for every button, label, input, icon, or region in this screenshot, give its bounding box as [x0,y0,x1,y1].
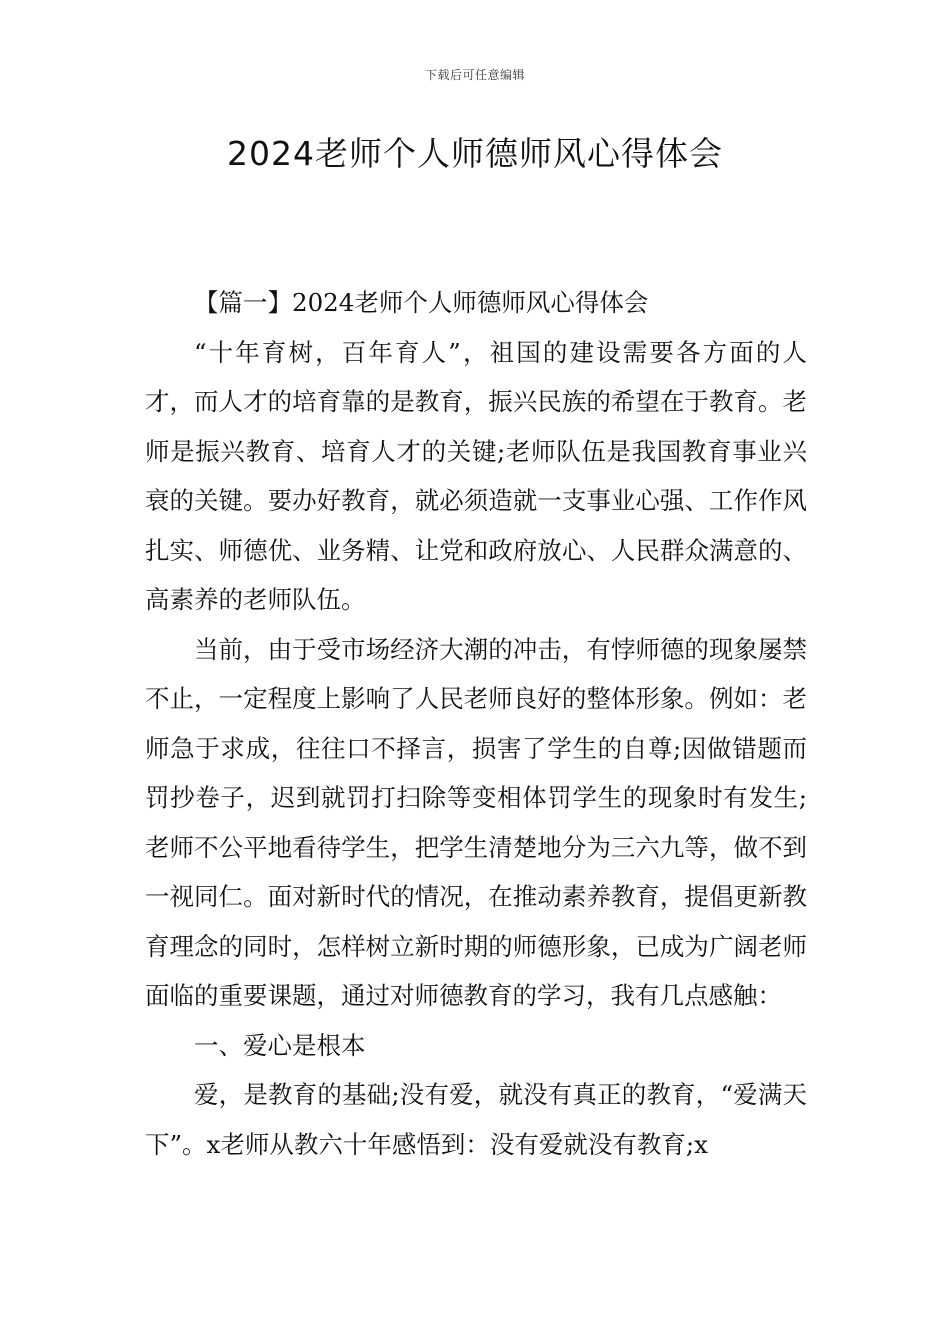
paragraph: “十年育树，百年育人”，祖国的建设需要各方面的人才，而人才的培育靠的是教育，振兴民族的希望在于教育。老师是振兴教育、培育人才的关键;老师队伍是我国教育事业兴衰的关键。要办好教育，就必须造就一支事业心强、工作作风扎实、师德优、业务精、让党和政府放心、人民群众满意的、高素养的老师队伍。 [145,337,807,614]
paragraph: 当前，由于受市场经济大潮的冲击，有悖师德的现象屡禁不止，一定程度上影响了人民老师良好的整体形象。例如：老师急于求成，往往口不择言，损害了学生的自尊;因做错题而罚抄卷子，迟到就罚打扫除等变相体罚学生的现象时有发生;老师不公平地看待学生，把学生清楚地分为三六九等，做不到一视同仁。面对新时代的情况，在推动素养教育，提倡更新教育理念的同时，怎样树立新时期的师德形象，已成为广阔老师面临的重要课题，通过对师德教育的学习，我有几点感触： [145,634,807,1010]
subsection-heading: 一、爱心是根本 [194,1030,366,1060]
section-heading-part-one: 【篇一】2024老师个人师德师风心得体会 [194,288,649,317]
paragraph: 爱，是教育的基础;没有爱，就没有真正的教育，“爱满天下”。x老师从教六十年感悟到：没有爱就没有教育;x [145,1080,807,1159]
document-body [145,278,807,1169]
header-note: 下载后可任意编辑 [424,68,525,82]
page-title: 2024老师个人师德师风心得体会 [227,134,723,173]
